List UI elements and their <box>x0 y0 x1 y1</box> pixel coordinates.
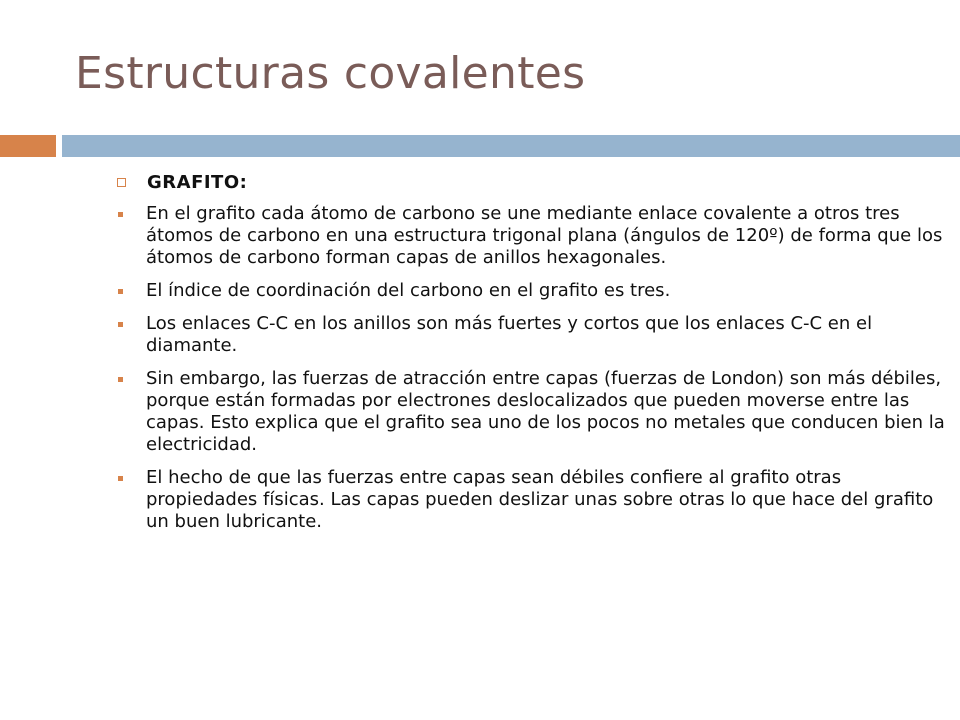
bullet-item <box>113 368 948 456</box>
section-heading <box>113 172 948 193</box>
slide-title: Estructuras covalentes <box>75 48 586 99</box>
square-bullet-icon <box>118 322 123 327</box>
bullet-text: Sin embargo, las fuerzas de atracción entre capas (fuerzas de London) son más débiles, porque están formadas por electrones deslocalizados que pueden moverse entre las capas. Esto explica que el grafito sea uno de los pocos no metales que conducen bien la electricidad. <box>146 368 945 455</box>
accent-bar-right <box>62 135 960 157</box>
square-bullet-icon <box>118 377 123 382</box>
slide-content <box>113 172 948 544</box>
section-heading-text: GRAFITO: <box>147 172 248 193</box>
bullet-text: El índice de coordinación del carbono en el grafito es tres. <box>146 280 671 301</box>
square-bullet-icon <box>118 289 123 294</box>
bullet-item <box>113 203 948 269</box>
bullet-item <box>113 280 948 302</box>
bullet-text: El hecho de que las fuerzas entre capas sean débiles confiere al grafito otras propiedades físicas. Las capas pueden deslizar unas sobre otras lo que hace del grafito un buen lubricante. <box>146 467 934 532</box>
hollow-square-bullet-icon <box>117 178 126 187</box>
square-bullet-icon <box>118 212 123 217</box>
bullet-text: En el grafito cada átomo de carbono se une mediante enlace covalente a otros tres átomos de carbono en una estructura trigonal plana (ángulos de 120º) de forma que los átomos de carbono forman capas de anillos hexagonales. <box>146 203 943 268</box>
bullet-text: Los enlaces C-C en los anillos son más fuertes y cortos que los enlaces C-C en el diamante. <box>146 313 873 356</box>
accent-bar-left <box>0 135 56 157</box>
square-bullet-icon <box>118 476 123 481</box>
bullet-item <box>113 467 948 533</box>
bullet-item <box>113 313 948 357</box>
